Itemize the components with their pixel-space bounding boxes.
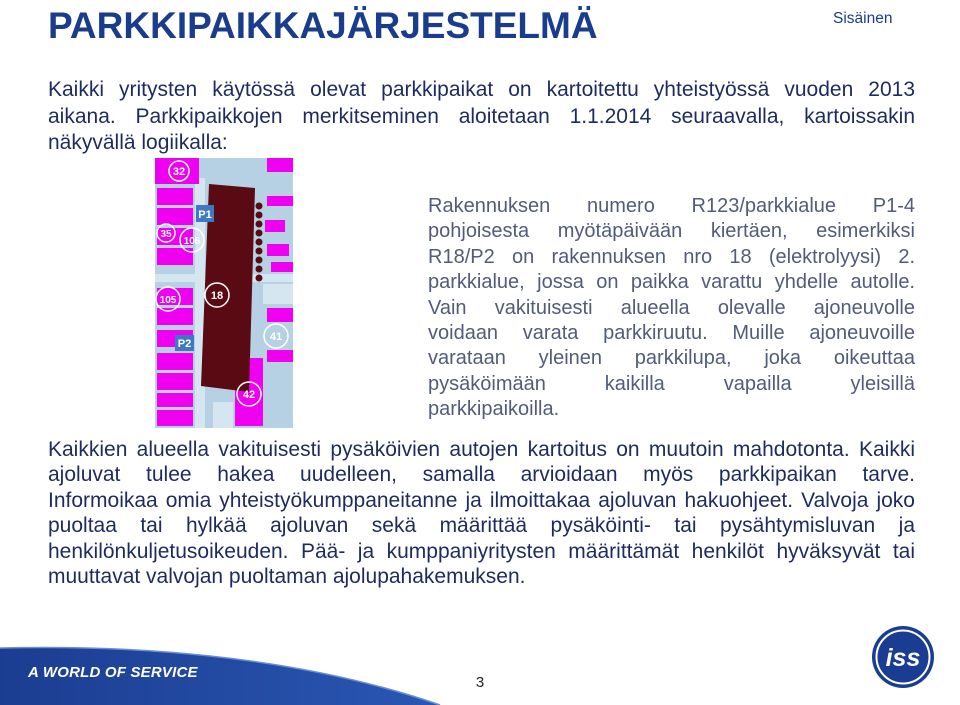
map-label-p2	[175, 335, 194, 351]
side-line: Rakennuksen numero R123/parkkialue P1-4	[428, 195, 915, 217]
map-label-text: 42	[242, 389, 256, 401]
map-label-text: 35	[160, 229, 172, 240]
body-line: henkilönkuljetusoikeuden. Pää- ja kumppaniyritysten määrittämät henkilöt hyväksyvät tai	[48, 539, 915, 563]
page-title: PARKKIPAIKKAJÄRJESTELMÄ	[48, 5, 598, 46]
intro-line: näkyvällä logiikalla:	[48, 131, 228, 154]
map-label-p1	[196, 205, 214, 222]
side-line: parkkialue, jossa on paikka varattu yhdelle autolle.	[428, 271, 915, 294]
map-label-text: 106	[183, 236, 201, 247]
footer-tagline: A WORLD OF SERVICE	[28, 664, 198, 681]
map-label-text: P2	[177, 338, 192, 350]
intro-line: Kaikki yritysten käytössä olevat parkkipaikat on kartoitettu yhteistyössä vuoden 2013	[48, 78, 915, 101]
body-paragraph	[48, 437, 915, 589]
side-line: R18/P2 on rakennuksen nro 18 (elektrolyysi) 2.	[428, 245, 915, 268]
body-line: puoltaa tai hylkää ajoluvan sekä määrittää pysäköinti- tai pysähtymisluvan ja	[48, 514, 915, 538]
map-parking-spots	[256, 203, 263, 282]
body-line: Kaikkien alueella vakituisesti pysäköivien autojen kartoitus on muutoin mahdotonta. Kaikki	[48, 438, 915, 461]
side-line: voidaan varata parkkiruutu. Muille ajoneuvoille	[428, 322, 915, 345]
body-line: ajoluvat tulee hakea uudelleen, samalla arvioidaan myös parkkipaikan tarve.	[48, 463, 915, 487]
side-line: varataan yleinen parkkilupa, joka oikeuttaa	[428, 347, 915, 370]
map-label-text: 105	[159, 295, 177, 306]
map-label-text: 32	[172, 166, 186, 178]
intro-paragraph	[48, 77, 915, 157]
side-line: pysäköimään kaikilla vapailla yleisillä	[428, 372, 915, 395]
map-explanation	[428, 194, 915, 423]
side-line: Vain vakituisesti alueella olevalle ajoneuvolle	[428, 296, 915, 319]
body-line: muuttavat valvojan puoltaman ajolupahakemuksen.	[48, 565, 526, 589]
side-line: pohjoisesta myötäpäivään kiertäen, esimerkiksi	[428, 220, 915, 243]
iss-logo	[870, 624, 936, 690]
parking-map	[155, 158, 293, 428]
logo-text: iss	[885, 644, 921, 672]
intro-line: aikana. Parkkipaikkojen merkitseminen aloitetaan 1.1.2014 seuraavalla, kartoissakin	[48, 104, 915, 128]
map-label-text: P1	[198, 209, 212, 221]
side-line: parkkipaikoilla.	[428, 398, 560, 421]
body-line: Informoikaa omia yhteistyökumppaneitanne ja ilmoittakaa ajoluvan hakuohjeet. Valvoja joko	[48, 488, 915, 512]
map-label-text: 41	[269, 331, 283, 343]
classification-label: Sisäinen	[833, 10, 893, 27]
map-label-text: 18	[210, 290, 224, 302]
page-number: 3	[475, 674, 485, 691]
